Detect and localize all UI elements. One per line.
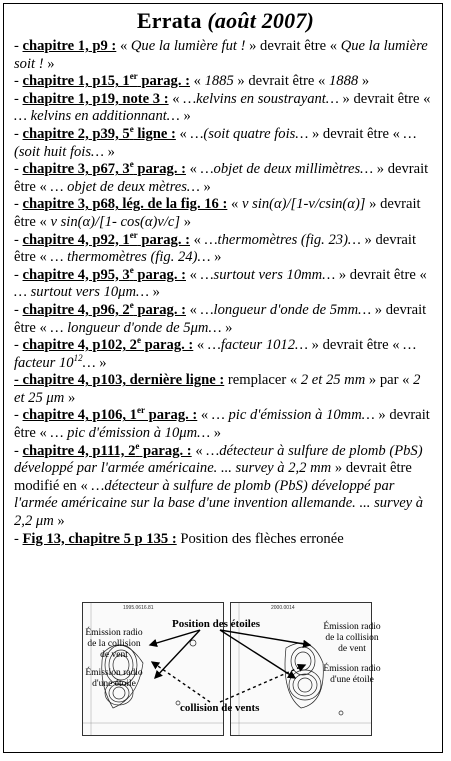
errata-entry: - chapitre 4, p96, 2e parag. : « …longueur d'onde de 5mm… » devrait être « … longueur d'onde de 5μm… » xyxy=(14,300,427,336)
errata-entry: - chapitre 4, p92, 1er parag. : « …thermomètres (fig. 23)… » devrait être « … thermomètres (fig. 24)… » xyxy=(14,229,417,266)
label-star-positions: Position des étoiles xyxy=(172,618,260,630)
errata-entry: - chapitre 1, p15, 1er parag. : « 1885 » devrait être « 1888 » xyxy=(14,71,370,90)
label-right-star-emission: Émission radio d'une étoile xyxy=(323,664,381,685)
entry-reference: chapitre 3, p68, lég. de la fig. 16 : xyxy=(22,196,228,213)
errata-entry: - chapitre 3, p67, 3e parag. : « …objet de deux millimètres… » devrait être « … objet de deux mètres… » xyxy=(14,159,429,195)
errata-entry: - chapitre 4, p103, dernière ligne : remplacer « 2 et 25 mm » par « 2 et 25 μm » xyxy=(14,372,421,406)
entry-reference: chapitre 4, p92, 1er parag. : xyxy=(22,229,190,248)
left-panel-id: 1995.0616.81 xyxy=(123,605,154,611)
page-title xyxy=(0,8,451,34)
entry-reference: - chapitre 4, p103, dernière ligne : xyxy=(14,372,225,389)
errata-entry: - chapitre 1, p9 : « Que la lumière fut ! » devrait être « Que la lumière soit ! » xyxy=(14,38,428,72)
entry-reference: chapitre 3, p67, 3e parag. : xyxy=(22,159,186,178)
label-left-collision-emission: Émission radio de la collision de vent xyxy=(85,628,143,660)
entry-reference: chapitre 4, p102, 2e parag. : xyxy=(22,335,194,354)
entry-reference: chapitre 1, p19, note 3 : xyxy=(22,90,169,107)
errata-list xyxy=(14,38,434,548)
entry-reference: chapitre 4, p111, 2e parag. : xyxy=(22,440,192,459)
errata-entry: - chapitre 4, p102, 2e parag. : « …facteur 1012… » devrait être « …facteur $10^{12}\dots$ » xyxy=(14,335,417,371)
entry-reference: chapitre 1, p9 : xyxy=(22,38,117,54)
errata-entry: - chapitre 4, p95, 3e parag. : « …surtout vers 10mm… » devrait être « … surtout vers 10μm… » xyxy=(14,264,427,301)
entry-reference: chapitre 1, p15, 1er parag. : xyxy=(22,71,190,90)
entry-reference: chapitre 2, p39, 5e ligne : xyxy=(22,124,176,142)
figure-13 xyxy=(60,590,382,748)
label-right-collision-emission: Émission radio de la collision de vent xyxy=(323,622,381,654)
errata-entry: - chapitre 2, p39, 5e ligne : « …(soit quatre fois… » devrait être « … (soit huit fois… » xyxy=(14,124,417,160)
errata-entry: - Fig 13, chapitre 5 p 135 : Position des flèches erronée xyxy=(14,530,344,547)
errata-entry: - chapitre 4, p106, 1er parag. : « … pic d'émission à 10mm… » devrait être « … pic d'émission à 10μm… » xyxy=(14,405,430,442)
errata-entry: - chapitre 4, p111, 2e parag. : « …détecteur à sulfure de plomb (PbS) développé par l'armée américaine. ... survey à 2,2 mm » devrait être modifié en « …détecteur à sulfure de plomb (PbS) développé par l'armée américaine sur la base d'une invention allemande. ... survey à 2,2 μm » xyxy=(14,440,424,530)
entry-reference: Fig 13, chapitre 5 p 135 : xyxy=(22,530,177,547)
title-main: Errata xyxy=(136,8,202,33)
label-wind-collision: collision de vents xyxy=(180,702,260,714)
entry-reference: chapitre 4, p96, 2e parag. : xyxy=(22,300,186,318)
entry-reference: chapitre 4, p106, 1er parag. : xyxy=(22,405,198,424)
errata-entry: - chapitre 3, p68, lég. de la fig. 16 : « v sin(α)/[1-v/csin(α)] » devrait être « v sin(α)/[1- cos(α)v/c] » xyxy=(14,196,421,230)
title-date: (août 2007) xyxy=(207,8,315,33)
label-left-star-emission: Émission radio d'une étoile xyxy=(85,668,143,689)
errata-entry: - chapitre 1, p19, note 3 : « …kelvins en soustrayant… » devrait être « … kelvins en additionnant… » xyxy=(14,90,431,125)
entry-reference: chapitre 4, p95, 3e parag. : xyxy=(22,264,186,283)
right-panel-id: 2000.0014 xyxy=(271,605,295,611)
